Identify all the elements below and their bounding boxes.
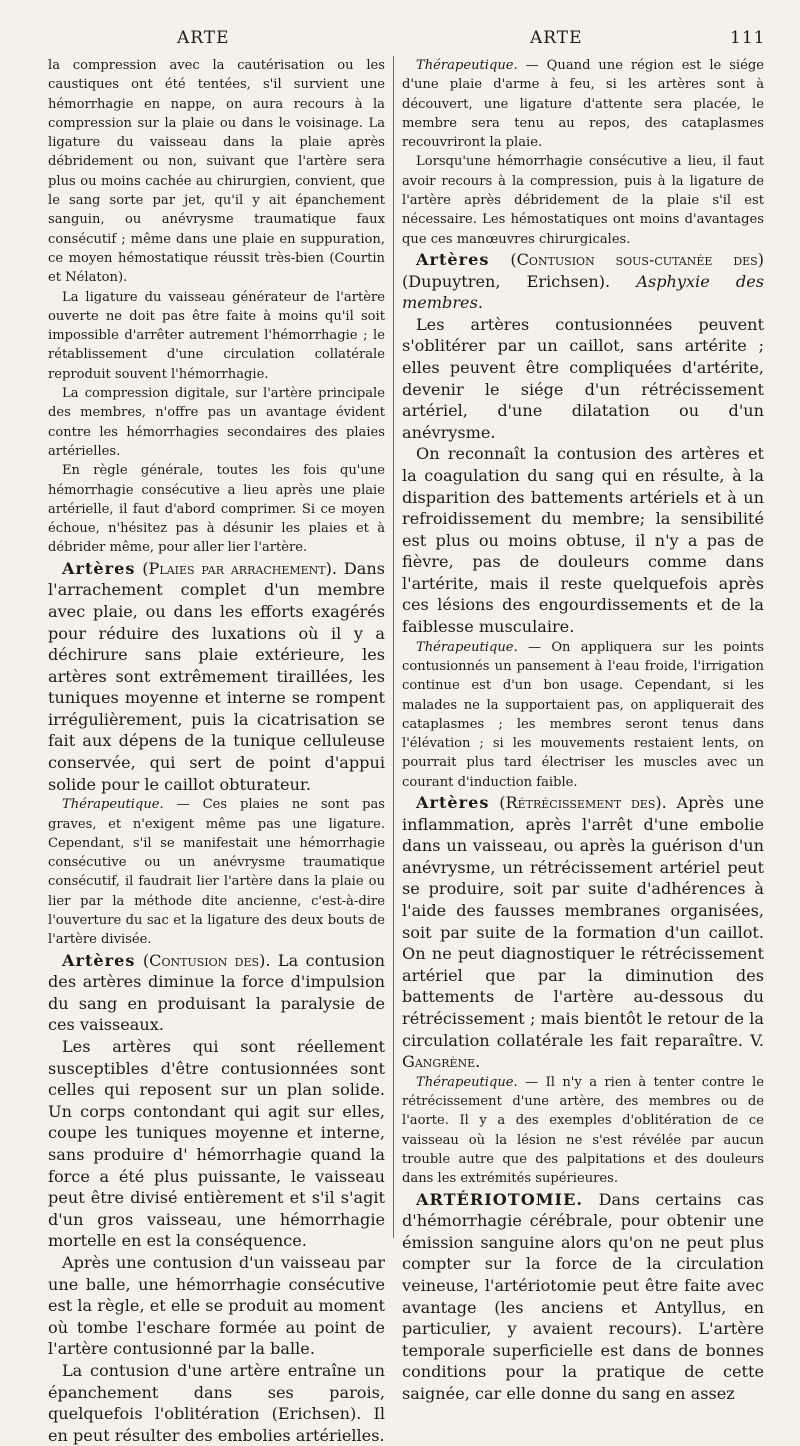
entry-subtitle: (Rétrécissement des). xyxy=(499,793,667,813)
entry-subtitle: (Contusion des). xyxy=(142,950,271,970)
entry-headword: Artères xyxy=(62,950,136,970)
entry-subtitle: (Contusion sous-cutanée des) xyxy=(510,249,764,269)
entry-paragraph xyxy=(48,950,385,1036)
paragraph: On reconnaît la contusion des artères et la coagulation du sang qui en résulte, à la disparition des battements artériels et à un refroidissement du membre; la sensibilité est plus ou moins obtuse, il n'y a pas de fièvre, pas de douleurs comme dans l'artérite, mais il reste quelquefois après ces lésions des engourdissements et de la faiblesse musculaire. xyxy=(402,444,764,637)
right-column xyxy=(402,56,764,1404)
entry-text: Dans certains cas d'hémorrhagie cérébrale, pour obtenir une émission sanguine alors qu'on ne peut plus compter sur la force de la circulation veineuse, l'artériotomie peut être faite avec avantage (les anciens et Antyllus, en particulier, y avaient recours). L'artère temporale superficielle est dans de bonnes conditions pour la pratique de cette saignée, car elle donne du sang en assez xyxy=(402,1189,764,1403)
entry-headword: Artères xyxy=(62,558,136,578)
cross-reference: Gangrène. xyxy=(402,1052,481,1072)
paragraph-text: — Il n'y a rien à tenter contre le rétrécissement d'une artère, des membres ou de l'aorte. Il y a des exemples d'oblitération de ce vaisseau où la lésion ne s'est révélée par aucun trouble autre que des palpitations et des douleurs dans les extrémités supérieures. xyxy=(402,1074,764,1187)
entry-subtitle: (Plaies par arrachement). xyxy=(142,558,338,578)
paragraph: la compression avec la cautérisation ou les caustiques ont été tentées, s'il survient une hémorrhagie en nappe, on aura recours à la compression sur la plaie ou dans le voisinage. La ligature du vaisseau dans la plaie après débridement ou non, suivant que l'artère sera plus ou moins cachée au chirurgien, convient, que le sang sorte par jet, qu'il y ait épanchement sanguin, ou anévrysme traumatique faux consécutif ; même dans une plaie en suppuration, ce moyen hémostatique réussit très-bien (Courtin et Nélaton). xyxy=(48,58,385,286)
left-column xyxy=(48,56,385,1446)
entry-text: La contusion des artères diminue la force d'impulsion du sang en produisant la paralysie de ces vaisseaux. xyxy=(48,950,385,1035)
paragraph-text: — Ces plaies ne sont pas graves, et n'exigent même pas une ligature. Cependant, s'il se manifestait une hémorrhagie consécutive ou un anévrysme traumatique consécutif, il faudrait lier l'artère dans la plaie ou lier par la méthode dite ancienne, c'est-à-dire l'ouverture du sac et la ligature des deux bouts de l'artère divisée. xyxy=(48,797,385,948)
entry-paragraph xyxy=(48,558,385,796)
therapeutics-label: Thérapeutique. xyxy=(416,1074,518,1090)
therapeutics-paragraph xyxy=(402,56,764,152)
paragraph: Les artères qui sont réellement susceptibles d'être contusionnées sont celles qui reposent sur un plan solide. Un corps contondant qui agit sur elles, coupe les tuniques moyenne et interne, sans produire d' hémorrhagie quand la force a été plus puissante, le vaisseau peut être divisé entièrement et s'il s'agit d'un gros vaisseau, une hémorrhagie mortelle en est la conséquence. xyxy=(48,1037,385,1251)
paragraph: Les artères contusionnées peuvent s'oblitérer par un caillot, sans artérite ; elles peuvent être compliquées d'artérite, devenir le siége d'un rétrécissement artériel, d'une dilatation ou d'un anévrysme. xyxy=(402,314,764,442)
entry-text: Dans l'arrachement complet d'un membre avec plaie, ou dans les efforts exagérés pour réduire des luxations où il y a déchirure sans plaie extérieure, les artères sont extrêmement tiraillées, les tuniques moyenne et interne se rompent irrégulièrement, puis la cicatrisation se fait aux dépens de la tunique celluleuse conservée, qui sert de point d'appui solide pour le caillot obturateur. xyxy=(48,558,385,794)
entry-text: (Dupuytren, Erichsen). xyxy=(402,271,637,291)
paragraph-text: — On appliquera sur les points contusionnés un pansement à l'eau froide, l'irrigation continue est d'un bon usage. Cependant, si les malades ne la supportaient pas, on appliquerait des cataplasmes ; les membres seront tenus dans l'élévation ; si les mouvements restaient lents, on pourrait plus tard électriser les muscles avec un courant d'induction faible. xyxy=(402,639,764,790)
entry-headword: Artères xyxy=(416,793,490,813)
entry-text: Après une inflammation, après l'arrêt d'une embolie dans un vaisseau, ou après la guérison d'un anévrysme, un rétrécissement artériel peut se produire, soit par suite d'adhérences à l'aide des fausses membranes organisées, soit par suite de la formation d'un caillot. On ne peut diagnostiquer le rétrécissement artériel que par la diminution des battements de l'artère au-dessous du rétrécissement ; mais bientôt le retour de la circulation collatérale les fait reparaître. V. xyxy=(402,793,764,1050)
entry-paragraph xyxy=(402,249,764,314)
entry-headword: ARTÉRIOTOMIE. xyxy=(416,1189,583,1209)
entry-paragraph xyxy=(402,792,764,1073)
therapeutics-paragraph xyxy=(48,795,385,949)
right-running-head: ARTE xyxy=(530,28,583,48)
entry-headword: Artères xyxy=(416,249,490,269)
paragraph: Après une contusion d'un vaisseau par une balle, une hémorrhagie consécutive est la règle, et elle se produit au moment où tombe l'eschare formée au point de l'artère contusionné par la balle. xyxy=(48,1252,385,1359)
paragraph: La contusion d'une artère entraîne un épanchement dans ses parois, quelquefois l'oblitération (Erichsen). Il en peut résulter des embolies artérielles. xyxy=(48,1360,385,1445)
column-divider xyxy=(393,56,394,1238)
therapeutics-label: Thérapeutique. xyxy=(416,639,518,655)
therapeutics-paragraph xyxy=(402,638,764,792)
entry-italic-text: Asphyxie des membres. xyxy=(402,271,764,313)
paragraph: La ligature du vaisseau générateur de l'artère ouverte ne doit pas être faite à moins qu'il soit impossible d'arrêter autrement l'hémorrhagie ; le rétablissement d'une circulation collatérale reproduit souvent l'hémorrhagie. xyxy=(48,289,385,382)
therapeutics-paragraph xyxy=(402,1073,764,1189)
left-running-head: ARTE xyxy=(177,28,230,48)
paragraph: Lorsqu'une hémorrhagie consécutive a lieu, il faut avoir recours à la compression, puis à la ligature de l'artère après débridement de la plaie s'il est nécessaire. Les hémostatiques ont moins d'avantages que ces manœuvres chirurgicales. xyxy=(402,154,764,247)
paragraph-text: — Quand une région est le siége d'une plaie d'arme à feu, si les artères sont à découvert, une ligature d'attente sera placée, le membre sera tenu au repos, des cataplasmes recouvriront la plaie. xyxy=(402,58,764,151)
paragraph: En règle générale, toutes les fois qu'une hémorrhagie consécutive a lieu après une plaie artérielle, il faut d'abord comprimer. Si ce moyen échoue, n'hésitez pas à désunir les plaies et à débrider même, pour aller lier l'artère. xyxy=(48,463,385,556)
therapeutics-label: Thérapeutique. xyxy=(416,58,518,73)
entry-paragraph xyxy=(402,1189,764,1405)
paragraph: La compression digitale, sur l'artère principale des membres, n'offre pas un avantage évident contre les hémorrhagies secondaires des plaies artérielles. xyxy=(48,386,385,459)
therapeutics-label: Thérapeutique. xyxy=(62,797,164,813)
page-number: 111 xyxy=(730,28,766,48)
